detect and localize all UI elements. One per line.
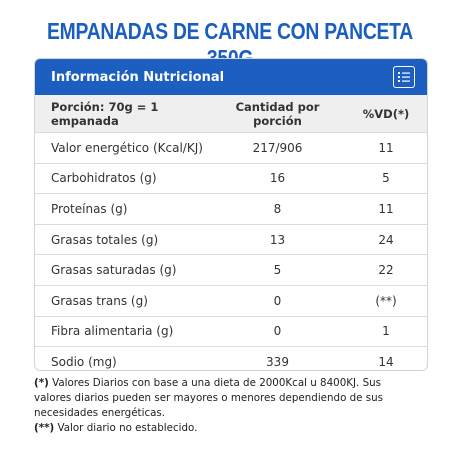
nutrient-vd: 11 <box>378 140 394 155</box>
nutrition-facts-icon[interactable] <box>393 66 415 88</box>
table-body <box>35 133 427 371</box>
table-row <box>35 317 427 348</box>
nutrient-quantity: 0 <box>273 293 282 308</box>
page-title: EMPANADAS DE CARNE CON PANCETA <box>47 18 413 44</box>
nutrient-vd: 1 <box>382 324 390 339</box>
nutrient-vd: 22 <box>378 263 394 278</box>
nutrient-quantity: 0 <box>273 324 282 339</box>
nutrient-quantity: 339 <box>266 354 289 369</box>
nutrient-name: Fibra alimentaria (g) <box>51 324 174 339</box>
table-header-row <box>35 95 427 133</box>
table-row <box>35 194 427 225</box>
nutrient-quantity: 16 <box>269 171 286 186</box>
table-row <box>35 255 427 286</box>
table-row <box>35 225 427 256</box>
footnote-mark: (**) <box>34 422 55 434</box>
card-header <box>35 59 427 95</box>
nutrient-quantity: 5 <box>273 263 282 278</box>
nutrient-name: Sodio (mg) <box>51 354 117 369</box>
card-title: Información Nutricional <box>51 69 225 85</box>
nutrition-card <box>34 58 428 371</box>
nutrient-quantity: 13 <box>269 232 286 247</box>
nutrient-name: Valor energético (Kcal/KJ) <box>51 140 203 155</box>
nutrient-vd: 24 <box>378 232 394 247</box>
footnote-daily-values <box>34 376 394 421</box>
nutrient-name: Carbohidratos (g) <box>51 171 157 186</box>
list-icon-graphic <box>397 70 411 84</box>
nutrient-quantity: 8 <box>273 201 282 216</box>
nutrient-name: Grasas saturadas (g) <box>51 263 177 278</box>
nutrient-name: Grasas trans (g) <box>51 293 148 308</box>
nutrient-vd: (**) <box>375 293 397 308</box>
quantity-header: Cantidad por porción <box>235 99 320 128</box>
table-row <box>35 133 427 164</box>
nutrient-name: Proteínas (g) <box>51 201 128 216</box>
nutrient-name: Grasas totales (g) <box>51 232 159 247</box>
nutrient-vd: 11 <box>378 201 394 216</box>
table-row <box>35 286 427 317</box>
table-row <box>35 347 427 371</box>
nutrient-vd: 5 <box>382 171 390 186</box>
nutrient-vd: 14 <box>378 354 394 369</box>
footnote-text: Valor diario no establecido. <box>57 422 198 434</box>
footnote-not-established <box>34 421 394 436</box>
nutrient-quantity: 217/906 <box>252 140 303 155</box>
vd-header: %VD(*) <box>362 106 410 121</box>
table-row <box>35 164 427 195</box>
footnote-text: Valores Diarios con base a una dieta de 2000Kcal u 8400KJ. Sus valores diarios pueden ser mayores o menores dependiendo de sus necesidades energéticas. <box>34 377 384 419</box>
footnote-mark: (*) <box>34 377 49 389</box>
footnotes <box>34 376 394 436</box>
portion-header: Porción: 70g = 1 empanada <box>51 99 159 128</box>
